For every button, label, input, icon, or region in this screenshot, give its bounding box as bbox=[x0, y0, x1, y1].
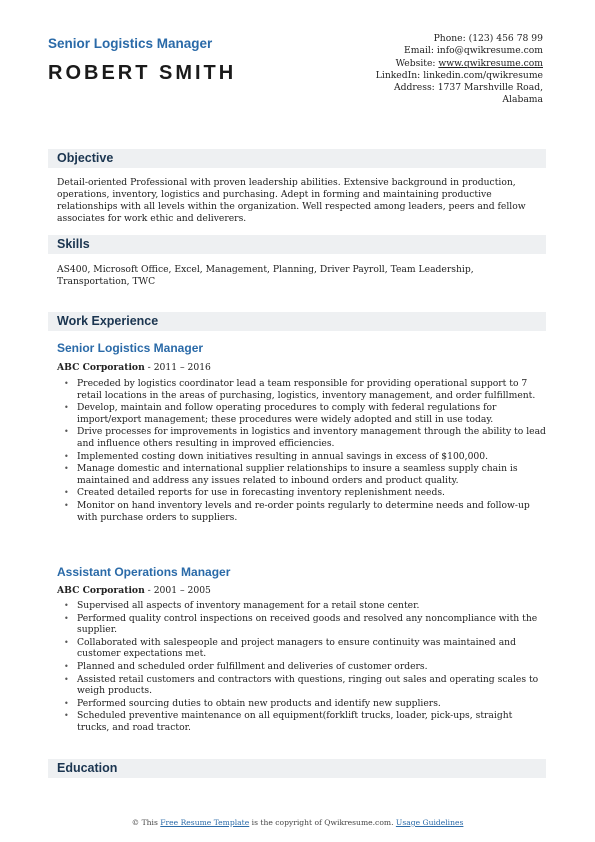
job-title: Assistant Operations Manager bbox=[57, 565, 231, 579]
objective-text: Detail-oriented Professional with proven leadership abilities. Extensive background in production, operations, inventory, logistics and purchasing. Adept in forming and maintaining productive relationships with all levels within the organization. Well respected among leaders, peers and fellow associates for work ethic and deliverers. bbox=[57, 177, 526, 224]
contact-website: Website: www.qwikresume.com bbox=[395, 57, 543, 69]
contact-address-line2: Alabama bbox=[502, 94, 543, 106]
list-item: • Drive processes for improvements in logistics and inventory management through the ability to lead and influence others resulting in improved efficiencies. bbox=[64, 426, 546, 449]
list-item: • Supervised all aspects of inventory management for a retail stone center. bbox=[64, 600, 546, 612]
job-bullets bbox=[64, 378, 546, 524]
company-name: ABC Corporation bbox=[57, 362, 145, 373]
section-heading: Work Experience bbox=[57, 314, 159, 328]
objective-section-header bbox=[48, 149, 546, 168]
experience-section-header bbox=[48, 312, 546, 331]
job-company-dates bbox=[57, 362, 211, 373]
list-item: • Manage domestic and international supplier relationships to insure a seamless supply chain is maintained and address any issues related to inbound orders and product quality. bbox=[64, 463, 546, 486]
list-item: • Performed sourcing duties to obtain new products and identify new suppliers. bbox=[64, 698, 546, 710]
resume-job-title: Senior Logistics Manager bbox=[48, 36, 213, 51]
list-item: • Scheduled preventive maintenance on all equipment(forklift trucks, loader, pick-ups, straight trucks, and road tractor. bbox=[64, 710, 546, 733]
contact-phone: Phone: (123) 456 78 99 bbox=[433, 33, 543, 44]
list-item: • Planned and scheduled order fulfillment and deliveries of customer orders. bbox=[64, 661, 546, 673]
list-item: • Created detailed reports for use in forecasting inventory replenishment needs. bbox=[64, 487, 546, 499]
list-item: • Develop, maintain and follow operating procedures to comply with federal regulations for import/export management; these procedures were widely adopted and still in use today. bbox=[64, 402, 546, 425]
list-item: • Collaborated with salespeople and project managers to ensure continuity was maintained and customer expectations met. bbox=[64, 637, 546, 660]
skills-text: AS400, Microsoft Office, Excel, Management, Planning, Driver Payroll, Team Leadership, Transportation, TWC bbox=[57, 264, 474, 287]
contact-address: Address: 1737 Marshville Road, bbox=[394, 82, 543, 94]
copyright-footer: © This Free Resume Template is the copyright of Qwikresume.com. Usage Guidelines bbox=[131, 818, 464, 827]
education-section-header bbox=[48, 759, 546, 778]
usage-guidelines-link[interactable]: Usage Guidelines bbox=[395, 818, 464, 827]
list-item: • Monitor on hand inventory levels and re-order points regularly to determine needs and follow-up with purchase orders to suppliers. bbox=[64, 500, 546, 523]
free-resume-template-link[interactable]: Free Resume Template bbox=[160, 818, 250, 827]
list-item: • Implemented costing down initiatives resulting in annual savings in excess of $100,000. bbox=[64, 451, 546, 463]
section-heading: Objective bbox=[57, 151, 114, 165]
job-bullets bbox=[64, 600, 546, 735]
list-item: • Preceded by logistics coordinator lead a team responsible for providing operational support to 7 retail locations in the areas of purchasing, logistics, inventory management, and order fulfillment. bbox=[64, 378, 546, 401]
section-heading: Education bbox=[57, 761, 118, 775]
contact-email: Email: info@qwikresume.com bbox=[404, 45, 543, 57]
company-name: ABC Corporation bbox=[57, 585, 145, 596]
website-link[interactable]: www.qwikresume.com bbox=[438, 57, 543, 69]
skills-section-header bbox=[48, 235, 546, 254]
list-item: • Assisted retail customers and contractors with questions, ringing out sales and operating scales to weigh products. bbox=[64, 674, 546, 697]
job-title: Senior Logistics Manager bbox=[57, 341, 204, 355]
list-item: • Performed quality control inspections on received goods and resolved any noncompliance with the supplier. bbox=[64, 613, 546, 636]
candidate-name: ROBERT SMITH bbox=[48, 62, 237, 84]
section-heading: Skills bbox=[57, 237, 90, 251]
job-dates: - 2011 – 2016 bbox=[144, 362, 211, 373]
job-company-dates bbox=[57, 585, 211, 596]
contact-block bbox=[303, 33, 543, 107]
contact-linkedin: LinkedIn: linkedin.com/qwikresume bbox=[375, 69, 543, 81]
job-dates: - 2001 – 2005 bbox=[144, 585, 211, 596]
